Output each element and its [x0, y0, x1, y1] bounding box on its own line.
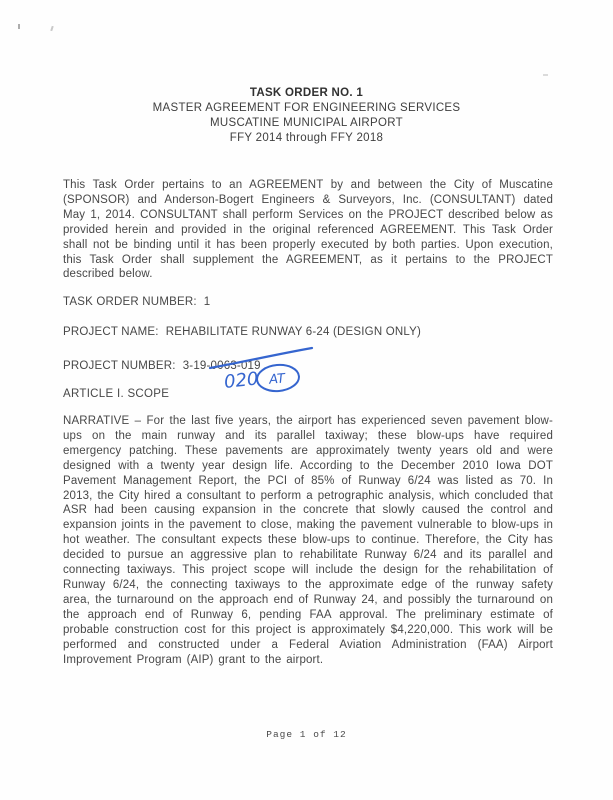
project-number-label: PROJECT NUMBER:	[63, 360, 176, 372]
document-subtitle-years: FFY 2014 through FFY 2018	[229, 132, 384, 144]
intro-paragraph: This Task Order pertains to an AGREEMENT by and between the City of Muscatine (SPONSOR) and Anderson-Bogert Engineers & Surveyors, Inc. (CONSULTANT) dated May 1, 2014. CONSULTANT shall perform Services on the PROJECT described below as provided herein and provided in the original referenced AGREEMENT. This Task Order shall not be binding until it has been properly executed by both parties. Upon execution, this Task Order shall supplement the AGREEMENT, as it pertains to the PROJECT described below.	[63, 179, 553, 281]
task-order-number-label: TASK ORDER NUMBER:	[63, 296, 197, 308]
field-project-number	[63, 360, 261, 372]
field-project-name	[63, 326, 421, 338]
scan-artifact	[18, 24, 20, 29]
scan-artifact	[50, 26, 53, 31]
page-footer	[0, 729, 613, 740]
project-name-value: REHABILITATE RUNWAY 6-24 (DESIGN ONLY)	[165, 326, 422, 338]
project-name-label: PROJECT NAME:	[63, 326, 159, 338]
field-task-order-number	[63, 296, 210, 308]
handwritten-initials-text: AT	[268, 371, 286, 388]
document-header	[0, 86, 613, 146]
handwritten-correction-text: 020	[223, 368, 260, 393]
document-subtitle-airport: MUSCATINE MUNICIPAL AIRPORT	[210, 117, 403, 129]
handwritten-annotation	[198, 344, 338, 406]
document-subtitle-agreement: MASTER AGREEMENT FOR ENGINEERING SERVICES	[152, 102, 461, 114]
article-heading: ARTICLE I. SCOPE	[63, 388, 170, 400]
page-indicator: Page 1 of 12	[266, 729, 347, 740]
initials-circle	[256, 363, 300, 393]
narrative-paragraph: NARRATIVE – For the last five years, the airport has experienced seven pavement blow-ups on the main runway and its parallel taxiway; these blow-ups have required emergency patching. These pavements are approximately twenty years old and were designed with a twenty year design life. According to the December 2010 Iowa DOT Pavement Management Report, the PCI of 85% of Runway 6/24 was listed as 70. In 2013, the City hired a consultant to perform a petrographic analysis, which concluded that ASR had been causing expansion in the concrete that slowly caused the control and expansion joints in the pavement to close, making the pavement vulnerable to blow-ups in hot weather. The consultant expects these blow-ups to continue. Therefore, the City has decided to pursue an aggressive plan to rehabilitate Runway 6/24 and its parallel and connecting taxiways. This project scope will include the design for the rehabilitation of Runway 6/24, the connecting taxiways to the approximate edge of the runway safety area, the turnaround on the approach end of Runway 24, and possibly the turnaround on the approach end of Runway 6, pending FAA approval. The preliminary estimate of probable construction cost for this project is approximately $4,220,000. This work will be performed and constructed under a Federal Aviation Administration (FAA) Airport Improvement Program (AIP) grant to the airport.	[63, 415, 553, 666]
document-title: TASK ORDER NO. 1	[249, 87, 364, 99]
task-order-number-value: 1	[203, 296, 211, 308]
project-number-value: 3-19-0063-019	[182, 360, 261, 372]
scan-artifact	[543, 74, 548, 76]
